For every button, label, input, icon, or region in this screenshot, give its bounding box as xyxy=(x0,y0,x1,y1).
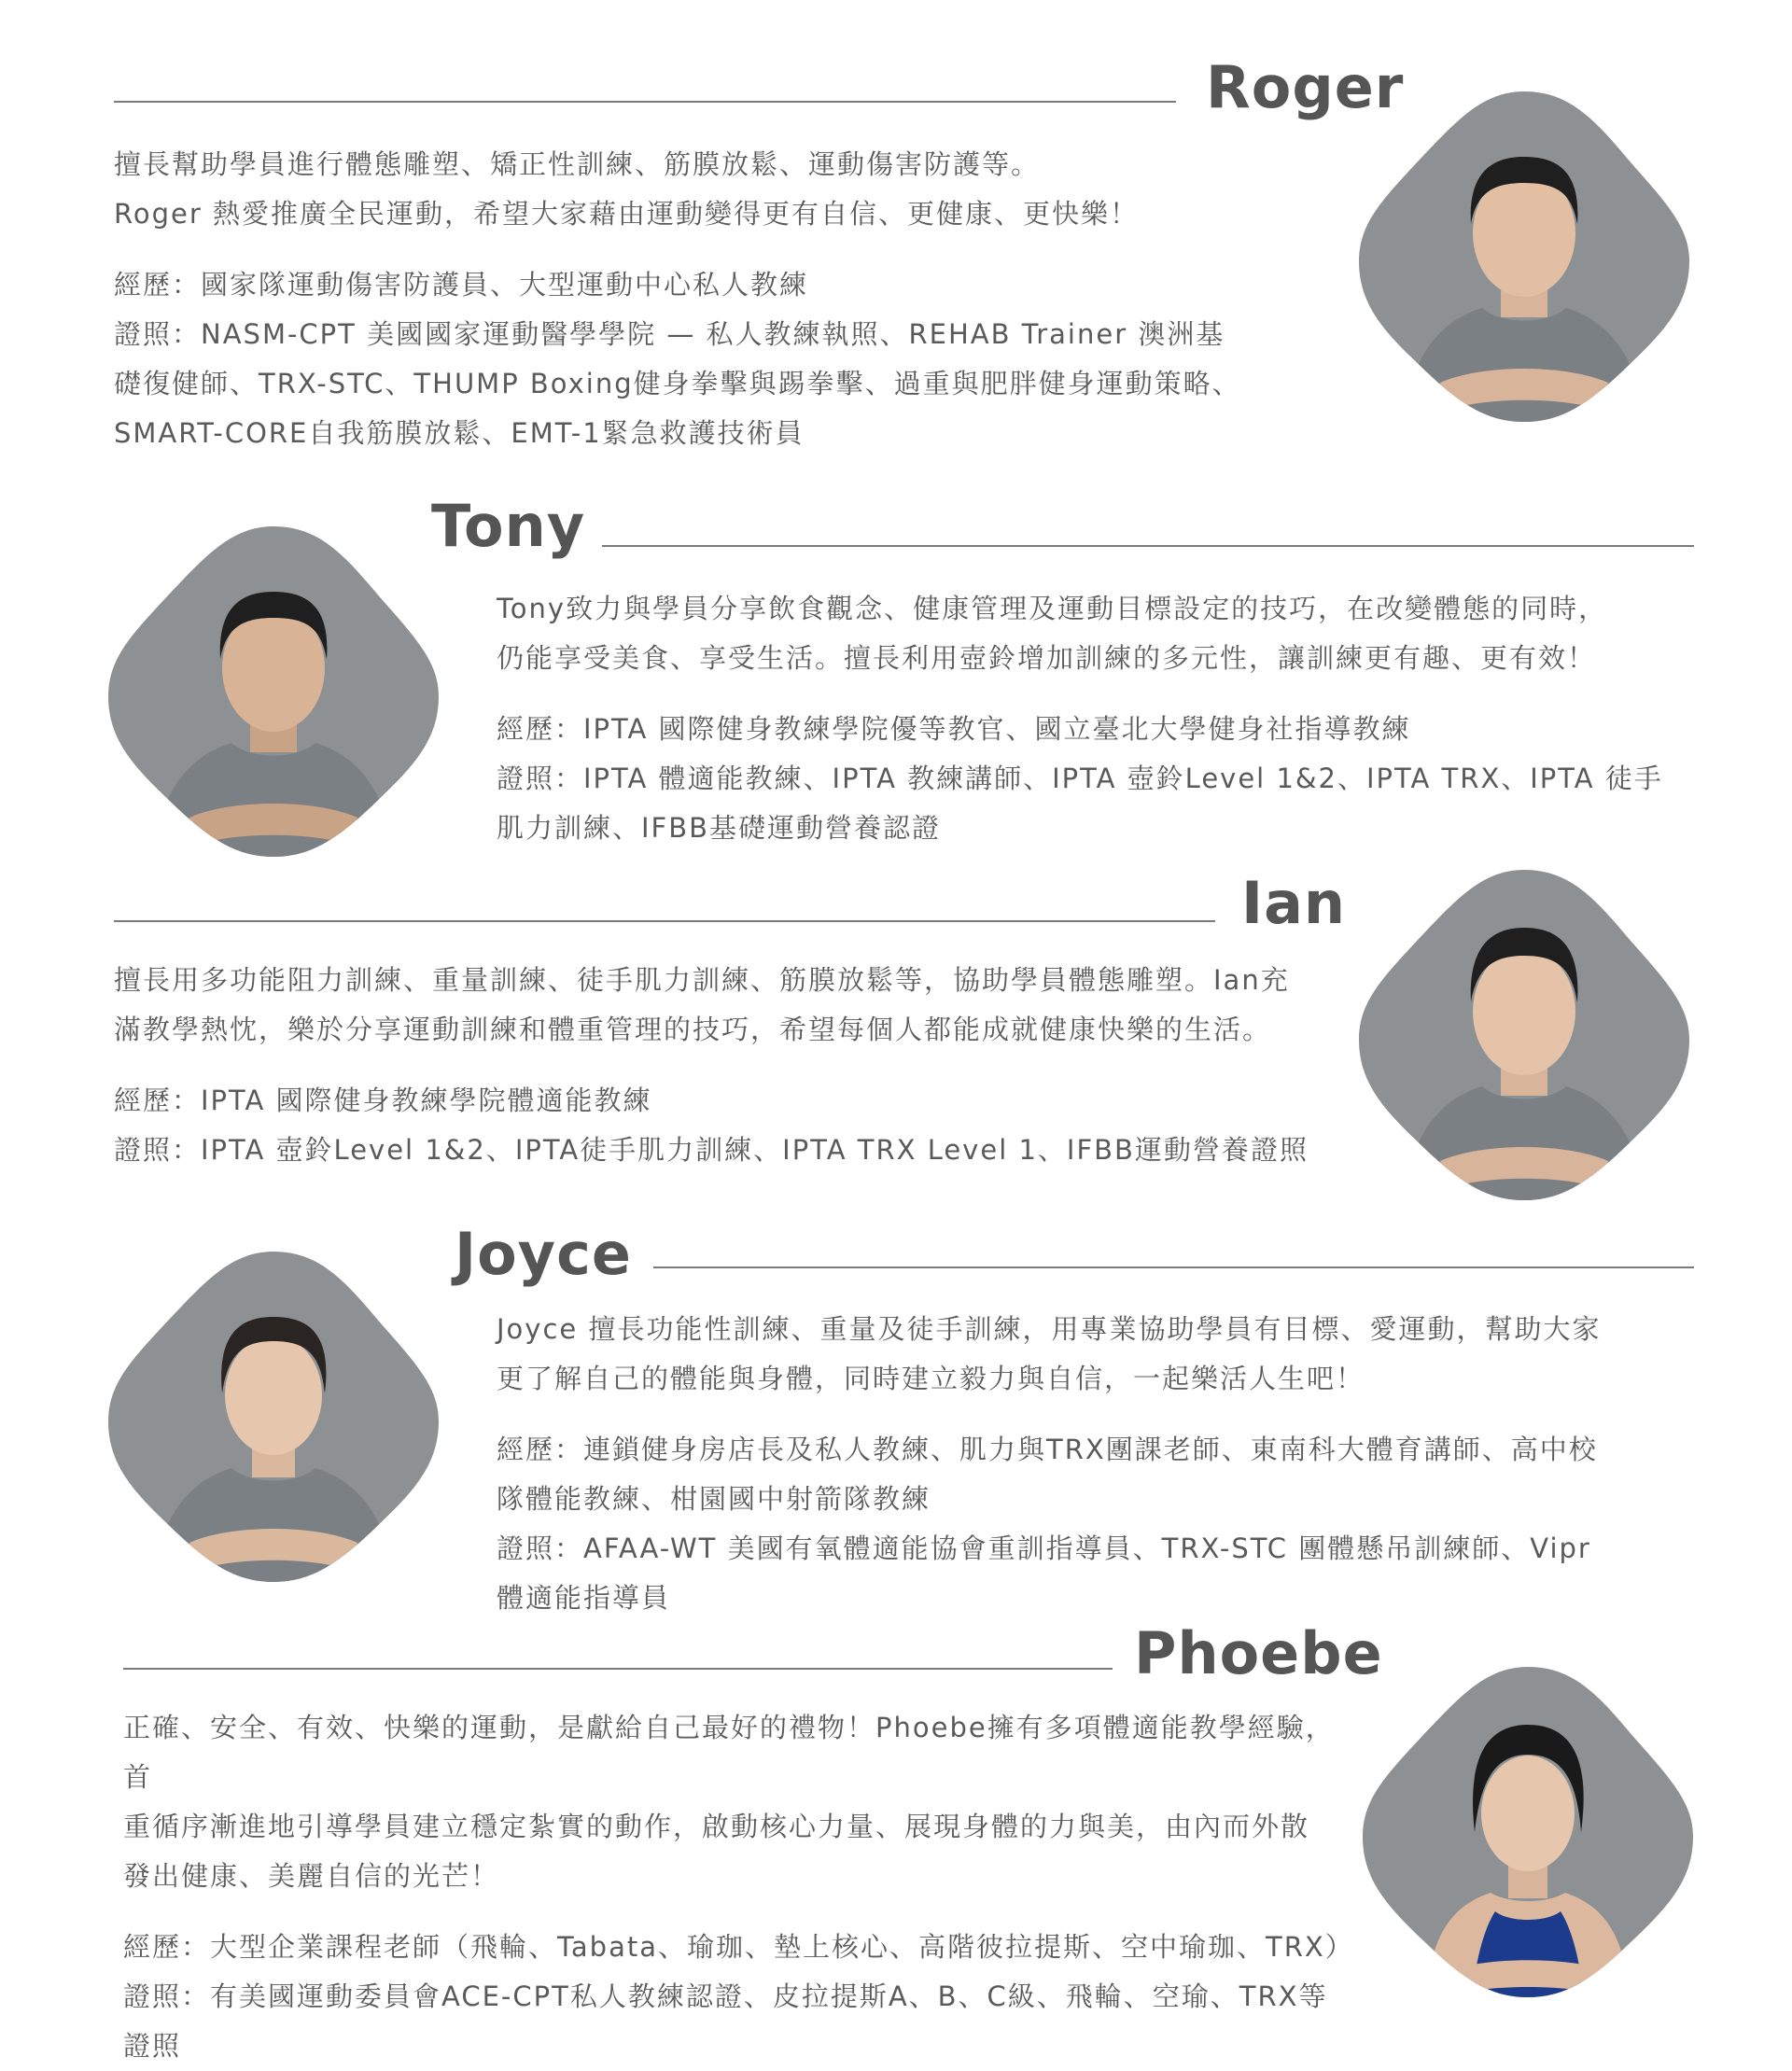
trainer-bio xyxy=(497,584,1701,853)
certificate-line: 礎復健師、TRX-STC、THUMP Boxing健身拳擊與踢拳擊、過重與肥胖健身運動策略、 xyxy=(114,368,1241,399)
certificate-line: 體適能指導員 xyxy=(497,1582,671,1614)
certificate-line: 證照：NASM-CPT 美國國家運動醫學學院 — 私人教練執照、REHAB Trainer 澳洲基 xyxy=(114,318,1225,350)
section-divider xyxy=(602,545,1694,547)
experience-line: 經歷：IPTA 國際健身教練學院體適能教練 xyxy=(114,1084,652,1116)
intro-line: 擅長幫助學員進行體態雕塑、矯正性訓練、筋膜放鬆、運動傷害防護等。 xyxy=(114,148,1041,180)
intro-line: Roger 熱愛推廣全民運動，希望大家藉由運動變得更有自信、更健康、更快樂！ xyxy=(114,198,1139,230)
trainer-bio xyxy=(497,1305,1701,1623)
trainer-bio xyxy=(114,140,1318,458)
trainer-bio xyxy=(114,956,1327,1175)
trainer-photo xyxy=(1355,1659,1701,2005)
trainer-name: Roger xyxy=(1206,53,1405,121)
section-divider xyxy=(114,920,1215,922)
experience-line: 經歷：IPTA 國際健身教練學院優等教官、國立臺北大學健身社指導教練 xyxy=(497,713,1411,745)
trainer-photo xyxy=(101,1244,446,1589)
intro-line: 發出健康、美麗自信的光芒！ xyxy=(123,1860,500,1892)
experience-line: 隊體能教練、柑園國中射箭隊教練 xyxy=(497,1483,931,1515)
intro-line: 重循序漸進地引導學員建立穩定紮實的動作，啟動核心力量、展現身體的力與美，由內而外散 xyxy=(123,1811,1310,1842)
trainer-photo xyxy=(1351,84,1697,429)
trainer-name: Tony xyxy=(431,492,586,560)
trainer-name: Ian xyxy=(1241,869,1347,937)
experience-line: 經歷：連鎖健身房店長及私人教練、肌力與TRX團課老師、東南科大體育講師、高中校 xyxy=(497,1434,1598,1465)
certificate-line: 肌力訓練、IFBB基礎運動營養認證 xyxy=(497,812,942,844)
certificate-line: 證照：IPTA 體適能教練、IPTA 教練講師、IPTA 壺鈴Level 1&2、IPTA TRX、IPTA 徒手 xyxy=(497,763,1663,794)
intro-line: 更了解自己的體能與身體，同時建立毅力與自信，一起樂活人生吧！ xyxy=(497,1363,1365,1394)
experience-line: 經歷：國家隊運動傷害防護員、大型運動中心私人教練 xyxy=(114,269,809,301)
intro-line: Joyce 擅長功能性訓練、重量及徒手訓練，用專業協助學員有目標、愛運動，幫助大家 xyxy=(497,1313,1602,1345)
section-divider xyxy=(114,101,1176,103)
trainer-photo xyxy=(101,519,446,864)
experience-line: 經歷：大型企業課程老師（飛輪、Tabata、瑜珈、墊上核心、高階彼拉提斯、空中瑜珈、TRX） xyxy=(123,1931,1354,1963)
trainer-photo xyxy=(1351,862,1697,1208)
intro-line: 滿教學熱忱，樂於分享運動訓練和體重管理的技巧，希望每個人都能成就健康快樂的生活。 xyxy=(114,1014,1272,1045)
intro-line: 仍能享受美食、享受生活。擅長利用壺鈴增加訓練的多元性，讓訓練更有趣、更有效！ xyxy=(497,642,1597,674)
intro-line: 擅長用多功能阻力訓練、重量訓練、徒手肌力訓練、筋膜放鬆等，協助學員體態雕塑。Ian充 xyxy=(114,964,1290,996)
intro-line: 正確、安全、有效、快樂的運動，是獻給自己最好的禮物！Phoebe擁有多項體適能教學經驗，首 xyxy=(123,1712,1335,1793)
trainer-name: Joyce xyxy=(455,1220,632,1288)
intro-line: Tony致力與學員分享飲食觀念、健康管理及運動目標設定的技巧，在改變體態的同時， xyxy=(497,593,1608,624)
section-divider xyxy=(123,1668,1113,1670)
certificate-line: SMART-CORE自我筋膜放鬆、EMT-1緊急救護技術員 xyxy=(114,417,805,449)
certificate-line: 證照：有美國運動委員會ACE-CPT私人教練認證、皮拉提斯A、B、C級、飛輪、空瑜、TRX等證照 xyxy=(123,1980,1328,2062)
certificate-line: 證照：IPTA 壺鈴Level 1&2、IPTA徒手肌力訓練、IPTA TRX Level 1、IFBB運動營養證照 xyxy=(114,1134,1309,1166)
trainer-name: Phoebe xyxy=(1134,1619,1383,1687)
trainer-bio xyxy=(123,1703,1355,2071)
section-divider xyxy=(653,1266,1694,1268)
certificate-line: 證照：AFAA-WT 美國有氧體適能協會重訓指導員、TRX-STC 團體懸吊訓練師、Vipr xyxy=(497,1532,1591,1564)
